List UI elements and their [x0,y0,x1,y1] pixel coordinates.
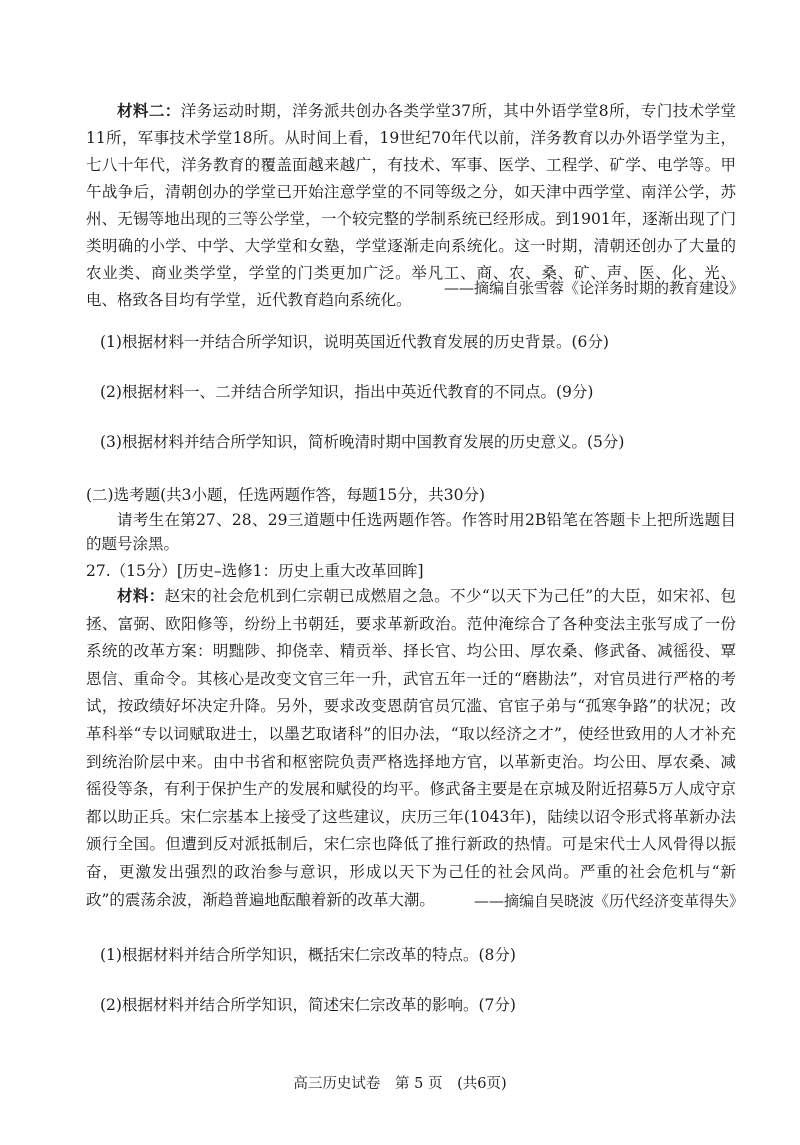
footer-page-number: 第 5 页 [395,1076,443,1092]
question-3: (3)根据材料并结合所学知识，简析晚清时期中国教育发展的历史意义。(5分) [100,433,625,451]
section-2-instruction: 请考生在第27、28、29三道题中任选两题作答。作答时用2B铅笔在答题卡上把所选题目的题号涂黑。 [86,511,736,553]
question-27-source: ——摘编自吴晓波《历代经济变革得失》 [473,892,744,910]
question-2: (2)根据材料一、二并结合所学知识，指出中英近代教育的不同点。(9分) [100,383,594,401]
section-2-heading: (二)选考题(共3小题，任选两题作答，每题15分，共30分) [86,486,485,504]
material-2-label: 材料二： [117,102,181,120]
page-footer [0,1074,800,1094]
question-27-material-text: 赵宋的社会危机到仁宗朝已成燃眉之急。不少“以天下为己任”的大臣，如宋祁、包拯、富弼、欧阳修等，纷纷上书朝廷，要求革新政治。范仲淹综合了各种变法主张写成了一份系统的改革方案：明黜陟、抑侥幸、精贡举、择长官、均公田、厚农桑、修武备、减徭役、覃恩信、重命令。其核心是改变文官三年一升，武官五年一迁的“磨勘法”，对官员进行严格的考试，按政绩好坏决定升降。另外，要求改变恩荫官员冗滥、官宦子弟与“孤寒争路”的状况；改革科举“专以词赋取进士，以墨艺取诸科”的旧办法，“取以经济之才”，使经世致用的人才补充到统治阶层中来。由中书省和枢密院负责严格选择地方官，以革新吏治。均公田、厚农桑、减徭役等条，有利于保护生产的发展和赋役的均平。修武备主要是在京城及附近招募5万人成守京都以助正兵。宋仁宗基本上接受了这些建议，庆历三年(1043年)，陆续以诏令形式将革新办法颁行全国。但遭到反对派抵制后，宋仁宗也降低了推行新政的热情。可是宋代士人风骨得以振奋，更激发出强烈的政治参与意识，形成以天下为己任的社会风尚。严重的社会危机与“新政”的震荡余波，渐趋普遍地酝酿着新的改革大潮。 [86,587,736,909]
material-2-source: ——摘编自张雪蓉《论洋务时期的教育建设》 [443,279,744,297]
footer-total-pages: (共6页) [457,1076,507,1092]
footer-title: 高三历史试卷 [293,1076,381,1092]
question-27-1: (1)根据材料并结合所学知识，概括宋仁宗改革的特点。(8分) [100,946,516,964]
material-2-text: 洋务运动时期，洋务派共创办各类学堂37所，其中外语学堂8所，专门技术学堂11所，军事技术学堂18所。从时间上看，19世纪70年代以前，洋务教育以办外语学堂为主，七八十年代，洋务教育的覆盖面越来越广，有技术、军事、医学、工程学、矿学、电学等。甲午战争后，清朝创办的学堂已开始注意学堂的不同等级之分，如天津中西学堂、南洋公学，苏州、无锡等地出现的三等公学堂，一个较完整的学制系统已经形成。到1901年，逐渐出现了门类明确的小学、中学、大学堂和女塾，学堂逐渐走向系统化。这一时期，清朝还创办了大量的农业类、商业类学堂，学堂的门类更加广泛。举凡工、商、农、桑、矿、声、医、化、光、电、格致各目均有学堂，近代教育趋向系统化。 [86,102,736,309]
question-1: (1)根据材料一并结合所学知识，说明英国近代教育发展的历史背景。(6分) [100,333,609,351]
question-27-material-label: 材料： [117,587,165,605]
question-27-header: 27.（15分）[历史–选修1：历史上重大改革回眸] [86,562,424,580]
question-27-2: (2)根据材料并结合所学知识，简述宋仁宗改革的影响。(7分) [100,996,516,1014]
question-27-material [86,583,736,914]
